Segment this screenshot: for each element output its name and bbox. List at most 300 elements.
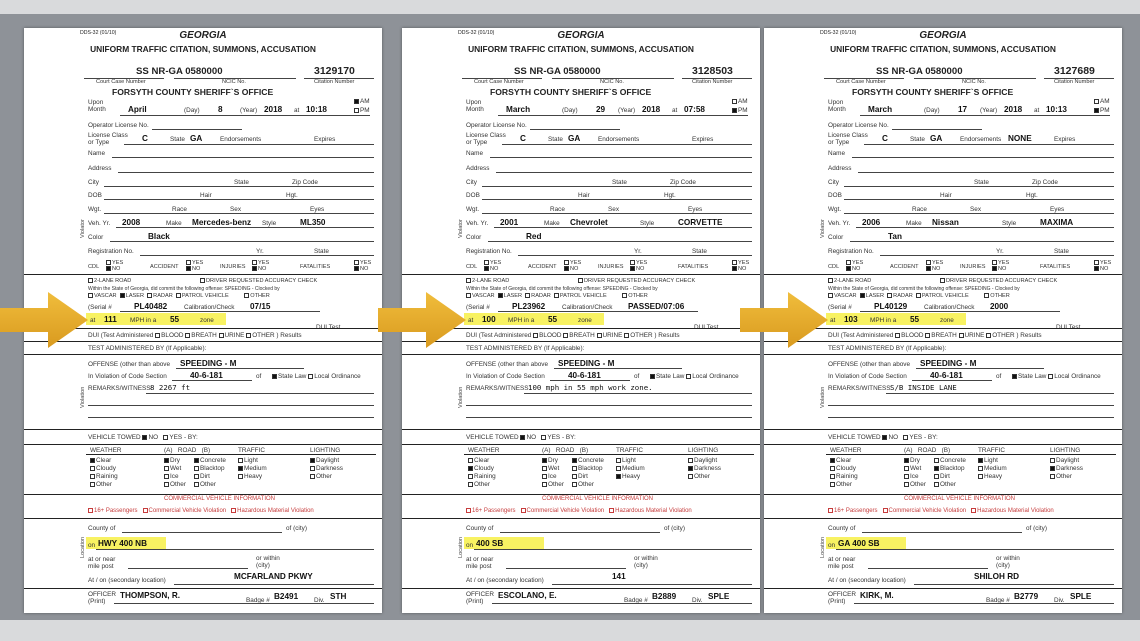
vehicle-towed-line: VEHICLE TOWED NO YES - BY: bbox=[828, 434, 938, 441]
dui-line: DUI (Test Administered BLOOD BREATH URINE OTHER ) Results bbox=[88, 332, 302, 339]
device-options: VASCAR LASER RADAR PATROL VEHICLE OTHER bbox=[88, 293, 270, 299]
option-checkbox bbox=[1050, 466, 1055, 471]
option-wet: Wet bbox=[904, 465, 921, 472]
injuries-options: YES NO bbox=[992, 260, 1009, 273]
serial-value: PL40129 bbox=[874, 302, 908, 311]
dui-test-label: DUI Test bbox=[694, 324, 719, 331]
option-checkbox bbox=[542, 474, 547, 479]
option-checkbox bbox=[616, 474, 621, 479]
zone-label: zone bbox=[200, 317, 214, 324]
calibration-value: PASSED/07:06 bbox=[628, 302, 685, 311]
make-value: Chevrolet bbox=[570, 218, 608, 227]
option-checkbox bbox=[572, 466, 577, 471]
expires-label: Expires bbox=[314, 136, 336, 143]
option-wet: Wet bbox=[542, 465, 559, 472]
traffic-options bbox=[978, 457, 1007, 481]
accident-label: ACCIDENT bbox=[150, 264, 179, 270]
injuries-label: INJURIES bbox=[960, 264, 986, 270]
road-a-options bbox=[542, 457, 564, 489]
pm-checkbox bbox=[732, 108, 737, 113]
option-l_other: Other bbox=[1050, 473, 1072, 480]
option-heavy: Heavy bbox=[978, 473, 1002, 480]
pm-checkbox bbox=[1094, 108, 1099, 113]
license-state-label: State bbox=[170, 136, 185, 143]
location-side-label: Location bbox=[820, 536, 826, 558]
zip-label: Zip Code bbox=[1032, 179, 1058, 186]
upon-month-label: Upon Month bbox=[88, 99, 106, 113]
offense-value: SPEEDING - M bbox=[558, 359, 615, 368]
option-r_other: Other bbox=[904, 481, 926, 488]
highlight-arrow-2 bbox=[378, 292, 466, 348]
at-near-label: at or near mile post bbox=[828, 556, 856, 570]
state-field-label: State bbox=[612, 179, 627, 186]
option-checkbox bbox=[238, 474, 243, 479]
option-cloudy: Cloudy bbox=[830, 465, 856, 472]
injuries-label: INJURIES bbox=[598, 264, 624, 270]
lighting-options bbox=[688, 457, 721, 481]
road-b-options bbox=[572, 457, 604, 489]
traffic-options bbox=[616, 457, 645, 481]
badge-value: B2779 bbox=[1014, 592, 1039, 601]
option-checkbox bbox=[830, 474, 835, 479]
color-label: Color bbox=[88, 234, 104, 241]
sex-label: Sex bbox=[970, 206, 982, 213]
fatalities-options: YES NO bbox=[354, 260, 371, 273]
dui-line: DUI (Test Administered BLOOD BREATH URINE OTHER ) Results bbox=[466, 332, 680, 339]
option-blacktop: Blacktop bbox=[934, 465, 965, 472]
pm-option: PM bbox=[1094, 107, 1110, 114]
of-label: of bbox=[256, 373, 262, 380]
option-checkbox bbox=[542, 482, 547, 487]
registration-yr-label: Yr. bbox=[256, 248, 264, 255]
option-checkbox bbox=[904, 466, 909, 471]
form-code: DDS-32 (01/10) bbox=[458, 30, 495, 36]
registration-label: Registration No. bbox=[828, 248, 874, 255]
weather-header: WEATHER bbox=[830, 447, 862, 454]
option-checkbox bbox=[830, 482, 835, 487]
office-name: FORSYTH COUNTY SHERIFF`S OFFICE bbox=[852, 87, 1014, 97]
license-state-label: State bbox=[910, 136, 925, 143]
background-strip-bottom bbox=[0, 620, 1140, 641]
sex-label: Sex bbox=[230, 206, 242, 213]
traffic-header: TRAFFIC bbox=[616, 447, 643, 454]
badge-label: Badge # bbox=[624, 597, 648, 604]
hair-label: Hair bbox=[578, 192, 590, 199]
secondary-location-label: At / on (secondary location) bbox=[828, 577, 906, 584]
within-state-text: Within the State of Georgia, did commit the following offense: SPEEDING - Clocked by bbox=[88, 286, 280, 292]
div-value: SPLE bbox=[1070, 592, 1092, 601]
county-label: County of bbox=[466, 525, 494, 532]
or-within-label: or within (city) bbox=[996, 555, 1020, 569]
officer-label: OFFICER (Print) bbox=[88, 591, 117, 605]
law-options: State Law Local Ordinance bbox=[650, 373, 739, 380]
option-checkbox bbox=[194, 482, 199, 487]
state-field-label: State bbox=[974, 179, 989, 186]
serial-label: (Serial # bbox=[828, 304, 852, 311]
violation-side-label: Violation bbox=[458, 386, 464, 408]
option-l_other: Other bbox=[310, 473, 332, 480]
road-b-options bbox=[934, 457, 966, 489]
state-heading: GEORGIA bbox=[557, 30, 605, 41]
hgt-label: Hgt. bbox=[286, 192, 298, 199]
zone-value: 55 bbox=[910, 315, 920, 324]
wgt-label: Wgt. bbox=[466, 206, 480, 213]
day-label: (Day) bbox=[562, 107, 578, 114]
two-lane-option: 2-LANE ROAD bbox=[466, 278, 509, 284]
month-value: March bbox=[868, 105, 893, 114]
injuries-label: INJURIES bbox=[220, 264, 246, 270]
road-header: (A) ROAD (B) bbox=[904, 447, 951, 454]
citation-number: 3129170 bbox=[314, 65, 355, 77]
operator-license-label: Operator License No. bbox=[88, 122, 149, 129]
violation-side-label: Violation bbox=[820, 386, 826, 408]
style-value: ML350 bbox=[300, 218, 326, 227]
race-label: Race bbox=[550, 206, 565, 213]
wgt-label: Wgt. bbox=[88, 206, 102, 213]
lighting-options bbox=[310, 457, 343, 481]
calibration-value: 2000 bbox=[990, 302, 1009, 311]
cdl-options: YES NO bbox=[106, 260, 123, 273]
div-label: Div. bbox=[1054, 597, 1065, 604]
option-checkbox bbox=[616, 458, 621, 463]
option-concrete: Concrete bbox=[194, 457, 226, 464]
option-checkbox bbox=[688, 474, 693, 479]
dob-label: DOB bbox=[828, 192, 842, 199]
ncic-label: NCIC No. bbox=[962, 79, 986, 85]
calibration-label: Calibration/Check bbox=[562, 304, 613, 311]
on-label: on bbox=[466, 542, 474, 549]
am-option: AM bbox=[1094, 98, 1110, 105]
remarks-value: 8 2267 ft bbox=[150, 383, 191, 392]
veh-year-value: 2006 bbox=[862, 218, 881, 227]
traffic-options bbox=[238, 457, 267, 481]
option-light: Light bbox=[238, 457, 258, 464]
secondary-location-value: MCFARLAND PKWY bbox=[234, 572, 313, 581]
remarks-value: S/B INSIDE LANE bbox=[890, 383, 957, 392]
option-r_other: Other bbox=[164, 481, 186, 488]
badge-value: B2491 bbox=[274, 592, 299, 601]
time-value: 10:18 bbox=[306, 105, 327, 114]
year-label: (Year) bbox=[618, 107, 636, 114]
option-checkbox bbox=[978, 458, 983, 463]
sex-label: Sex bbox=[608, 206, 620, 213]
year-value: 2018 bbox=[642, 105, 661, 114]
option-checkbox bbox=[934, 474, 939, 479]
option-checkbox bbox=[1050, 474, 1055, 479]
color-value: Red bbox=[526, 232, 542, 241]
div-value: SPLE bbox=[708, 592, 730, 601]
injuries-options: YES NO bbox=[252, 260, 269, 273]
two-lane-option: 2-LANE ROAD bbox=[828, 278, 871, 284]
option-checkbox bbox=[688, 458, 693, 463]
commercial-vehicle-header: COMMERCIAL VEHICLE INFORMATION bbox=[164, 496, 276, 502]
am-checkbox bbox=[354, 99, 359, 104]
time-value: 07:58 bbox=[684, 105, 705, 114]
device-options: VASCAR LASER RADAR PATROL VEHICLE OTHER bbox=[466, 293, 648, 299]
option-dirt: Dirt bbox=[934, 473, 950, 480]
county-label: County of bbox=[828, 525, 856, 532]
address-label: Address bbox=[828, 165, 852, 172]
registration-label: Registration No. bbox=[88, 248, 134, 255]
option-dry: Dry bbox=[904, 457, 920, 464]
option-checkbox bbox=[164, 458, 169, 463]
option-b_other: Other bbox=[572, 481, 594, 488]
make-value: Mercedes-benz bbox=[192, 218, 252, 227]
city-label: City bbox=[828, 179, 840, 186]
option-checkbox bbox=[978, 466, 983, 471]
fatalities-options: YES NO bbox=[732, 260, 749, 273]
cdl-label: CDL bbox=[88, 264, 100, 270]
weather-header: WEATHER bbox=[90, 447, 122, 454]
option-checkbox bbox=[904, 482, 909, 487]
operator-license-label: Operator License No. bbox=[828, 122, 889, 129]
offense-label: OFFENSE (other than above bbox=[88, 361, 171, 368]
dob-label: DOB bbox=[466, 192, 480, 199]
ncic-number: SS NR-GA 0580000 bbox=[136, 66, 223, 77]
option-medium: Medium bbox=[978, 465, 1007, 472]
calibration-value: 07/15 bbox=[250, 302, 271, 311]
style-value: CORVETTE bbox=[678, 218, 723, 227]
state-heading: GEORGIA bbox=[179, 30, 227, 41]
option-checkbox bbox=[238, 458, 243, 463]
officer-label: OFFICER (Print) bbox=[466, 591, 495, 605]
accident-label: ACCIDENT bbox=[890, 264, 919, 270]
calibration-label: Calibration/Check bbox=[184, 304, 235, 311]
fatalities-options: YES NO bbox=[1094, 260, 1111, 273]
zone-value: 55 bbox=[548, 315, 558, 324]
option-checkbox bbox=[164, 474, 169, 479]
option-checkbox bbox=[90, 466, 95, 471]
option-dirt: Dirt bbox=[572, 473, 588, 480]
city-label: City bbox=[88, 179, 100, 186]
lighting-header: LIGHTING bbox=[1050, 447, 1081, 454]
speed-at-label: at bbox=[90, 317, 96, 324]
option-checkbox bbox=[978, 474, 983, 479]
address-label: Address bbox=[88, 165, 112, 172]
option-checkbox bbox=[310, 458, 315, 463]
officer-label: OFFICER (Print) bbox=[828, 591, 857, 605]
calibration-label: Calibration/Check bbox=[924, 304, 975, 311]
commercial-vehicle-header: COMMERCIAL VEHICLE INFORMATION bbox=[904, 496, 1016, 502]
make-label: Make bbox=[544, 220, 560, 227]
style-label: Style bbox=[1002, 220, 1017, 227]
test-admin-label: TEST ADMINISTERED BY (If Applicable): bbox=[466, 345, 585, 352]
option-dirt: Dirt bbox=[194, 473, 210, 480]
offense-label: OFFENSE (other than above bbox=[466, 361, 549, 368]
injuries-options: YES NO bbox=[630, 260, 647, 273]
fatalities-label: FATALITIES bbox=[300, 264, 331, 270]
two-lane-option: 2-LANE ROAD bbox=[88, 278, 131, 284]
license-class-label: License Class or Type bbox=[828, 132, 868, 146]
option-checkbox bbox=[572, 458, 577, 463]
option-concrete: Concrete bbox=[572, 457, 604, 464]
zip-label: Zip Code bbox=[292, 179, 318, 186]
option-checkbox bbox=[194, 458, 199, 463]
code-section-label: In Violation of Code Section bbox=[828, 373, 907, 380]
make-label: Make bbox=[906, 220, 922, 227]
pm-option: PM bbox=[732, 107, 748, 114]
license-class-value: C bbox=[520, 134, 526, 143]
driver-requested-option: DRIVER REQUESTED ACCURACY CHECK bbox=[200, 278, 317, 284]
citation-title: UNIFORM TRAFFIC CITATION, SUMMONS, ACCUSATION bbox=[830, 44, 1056, 54]
zone-label: zone bbox=[940, 317, 954, 324]
veh-yr-label: Veh. Yr. bbox=[466, 220, 489, 227]
veh-yr-label: Veh. Yr. bbox=[828, 220, 851, 227]
option-b_other: Other bbox=[934, 481, 956, 488]
option-cloudy: Cloudy bbox=[468, 465, 494, 472]
hair-label: Hair bbox=[940, 192, 952, 199]
citation-label: Citation Number bbox=[692, 79, 733, 85]
option-w_other: Other bbox=[468, 481, 490, 488]
option-checkbox bbox=[572, 474, 577, 479]
registration-state-label: State bbox=[692, 248, 707, 255]
div-label: Div. bbox=[692, 597, 703, 604]
city-of-label: of (city) bbox=[286, 525, 307, 532]
violator-side-label: Violator bbox=[458, 219, 464, 238]
option-checkbox bbox=[310, 466, 315, 471]
ncic-number: SS NR-GA 0580000 bbox=[876, 66, 963, 77]
endorsements-label: Endorsements bbox=[598, 136, 640, 143]
race-label: Race bbox=[912, 206, 927, 213]
am-checkbox bbox=[732, 99, 737, 104]
officer-value: THOMPSON, R. bbox=[120, 591, 181, 600]
speed-at-label: at bbox=[830, 317, 836, 324]
operator-license-label: Operator License No. bbox=[466, 122, 527, 129]
option-b_other: Other bbox=[194, 481, 216, 488]
cdl-label: CDL bbox=[466, 264, 478, 270]
option-checkbox bbox=[934, 458, 939, 463]
secondary-location-value: SHILOH RD bbox=[974, 572, 1020, 581]
badge-label: Badge # bbox=[986, 597, 1010, 604]
registration-label: Registration No. bbox=[466, 248, 512, 255]
serial-value: PL23962 bbox=[512, 302, 546, 311]
option-checkbox bbox=[238, 466, 243, 471]
option-darkness: Darkness bbox=[688, 465, 721, 472]
code-section-value: 40-6-181 bbox=[568, 371, 601, 380]
serial-label: (Serial # bbox=[88, 304, 112, 311]
option-cloudy: Cloudy bbox=[90, 465, 116, 472]
option-heavy: Heavy bbox=[616, 473, 640, 480]
speed-value: 103 bbox=[844, 315, 858, 324]
year-value: 2018 bbox=[1004, 105, 1023, 114]
lighting-header: LIGHTING bbox=[688, 447, 719, 454]
endorsements-label: Endorsements bbox=[960, 136, 1002, 143]
div-label: Div. bbox=[314, 597, 325, 604]
option-checkbox bbox=[164, 466, 169, 471]
endorsements-label: Endorsements bbox=[220, 136, 262, 143]
serial-label: (Serial # bbox=[466, 304, 490, 311]
year-value: 2018 bbox=[264, 105, 283, 114]
location-side-label: Location bbox=[458, 536, 464, 558]
option-checkbox bbox=[90, 482, 95, 487]
weather-options bbox=[830, 457, 858, 489]
badge-label: Badge # bbox=[246, 597, 270, 604]
officer-value: KIRK, M. bbox=[860, 591, 894, 600]
pm-checkbox bbox=[354, 108, 359, 113]
year-label: (Year) bbox=[240, 107, 258, 114]
mph-label: MPH in a bbox=[870, 317, 897, 324]
month-value: March bbox=[506, 105, 531, 114]
code-section-label: In Violation of Code Section bbox=[466, 373, 545, 380]
at-label: at bbox=[1034, 107, 1040, 114]
day-value: 17 bbox=[958, 105, 968, 114]
vehicle-towed-line: VEHICLE TOWED NO YES - BY: bbox=[88, 434, 198, 441]
traffic-header: TRAFFIC bbox=[238, 447, 265, 454]
cdl-options: YES NO bbox=[484, 260, 501, 273]
day-value: 8 bbox=[218, 105, 223, 114]
law-options: State Law Local Ordinance bbox=[272, 373, 361, 380]
road-a-options bbox=[904, 457, 926, 489]
registration-yr-label: Yr. bbox=[996, 248, 1004, 255]
option-clear: Clear bbox=[468, 457, 489, 464]
year-label: (Year) bbox=[980, 107, 998, 114]
make-label: Make bbox=[166, 220, 182, 227]
device-options: VASCAR LASER RADAR PATROL VEHICLE OTHER bbox=[828, 293, 1010, 299]
lighting-header: LIGHTING bbox=[310, 447, 341, 454]
color-label: Color bbox=[466, 234, 482, 241]
fatalities-label: FATALITIES bbox=[678, 264, 709, 270]
option-checkbox bbox=[194, 474, 199, 479]
option-checkbox bbox=[904, 474, 909, 479]
eyes-label: Eyes bbox=[688, 206, 703, 213]
traffic-header: TRAFFIC bbox=[978, 447, 1005, 454]
mph-label: MPH in a bbox=[130, 317, 157, 324]
option-checkbox bbox=[830, 466, 835, 471]
wgt-label: Wgt. bbox=[828, 206, 842, 213]
violation-side-label: Violation bbox=[80, 386, 86, 408]
commercial-vehicle-header: COMMERCIAL VEHICLE INFORMATION bbox=[542, 496, 654, 502]
license-class-value: C bbox=[142, 134, 148, 143]
violator-side-label: Violator bbox=[820, 219, 826, 238]
license-class-value: C bbox=[882, 134, 888, 143]
or-within-label: or within (city) bbox=[634, 555, 658, 569]
option-heavy: Heavy bbox=[238, 473, 262, 480]
city-label: City bbox=[466, 179, 478, 186]
hair-label: Hair bbox=[200, 192, 212, 199]
on-label: on bbox=[828, 542, 836, 549]
on-value: HWY 400 NB bbox=[98, 539, 147, 548]
on-value: 400 SB bbox=[476, 539, 504, 548]
eyes-label: Eyes bbox=[1050, 206, 1065, 213]
option-checkbox bbox=[90, 458, 95, 463]
option-raining: Raining bbox=[468, 473, 496, 480]
dob-label: DOB bbox=[88, 192, 102, 199]
remarks-label: REMARKS/WITNESS: bbox=[88, 385, 153, 392]
speed-value: 111 bbox=[104, 315, 117, 324]
remarks-label: REMARKS/WITNESS: bbox=[828, 385, 893, 392]
veh-year-value: 2008 bbox=[122, 218, 141, 227]
option-wet: Wet bbox=[164, 465, 181, 472]
on-label: on bbox=[88, 542, 96, 549]
dui-test-label: DUI Test bbox=[316, 324, 341, 331]
accident-label: ACCIDENT bbox=[528, 264, 557, 270]
citation-label: Citation Number bbox=[1054, 79, 1095, 85]
state-field-label: State bbox=[234, 179, 249, 186]
upon-month-label: Upon Month bbox=[828, 99, 846, 113]
highlight-arrow-3 bbox=[740, 292, 828, 348]
veh-year-value: 2001 bbox=[500, 218, 519, 227]
option-checkbox bbox=[90, 474, 95, 479]
option-raining: Raining bbox=[90, 473, 118, 480]
am-option: AM bbox=[354, 98, 370, 105]
expires-label: Expires bbox=[1054, 136, 1076, 143]
county-label: County of bbox=[88, 525, 116, 532]
form-code: DDS-32 (01/10) bbox=[80, 30, 117, 36]
hgt-label: Hgt. bbox=[664, 192, 676, 199]
citation-title: UNIFORM TRAFFIC CITATION, SUMMONS, ACCUSATION bbox=[90, 44, 316, 54]
license-class-label: License Class or Type bbox=[466, 132, 506, 146]
option-blacktop: Blacktop bbox=[572, 465, 603, 472]
